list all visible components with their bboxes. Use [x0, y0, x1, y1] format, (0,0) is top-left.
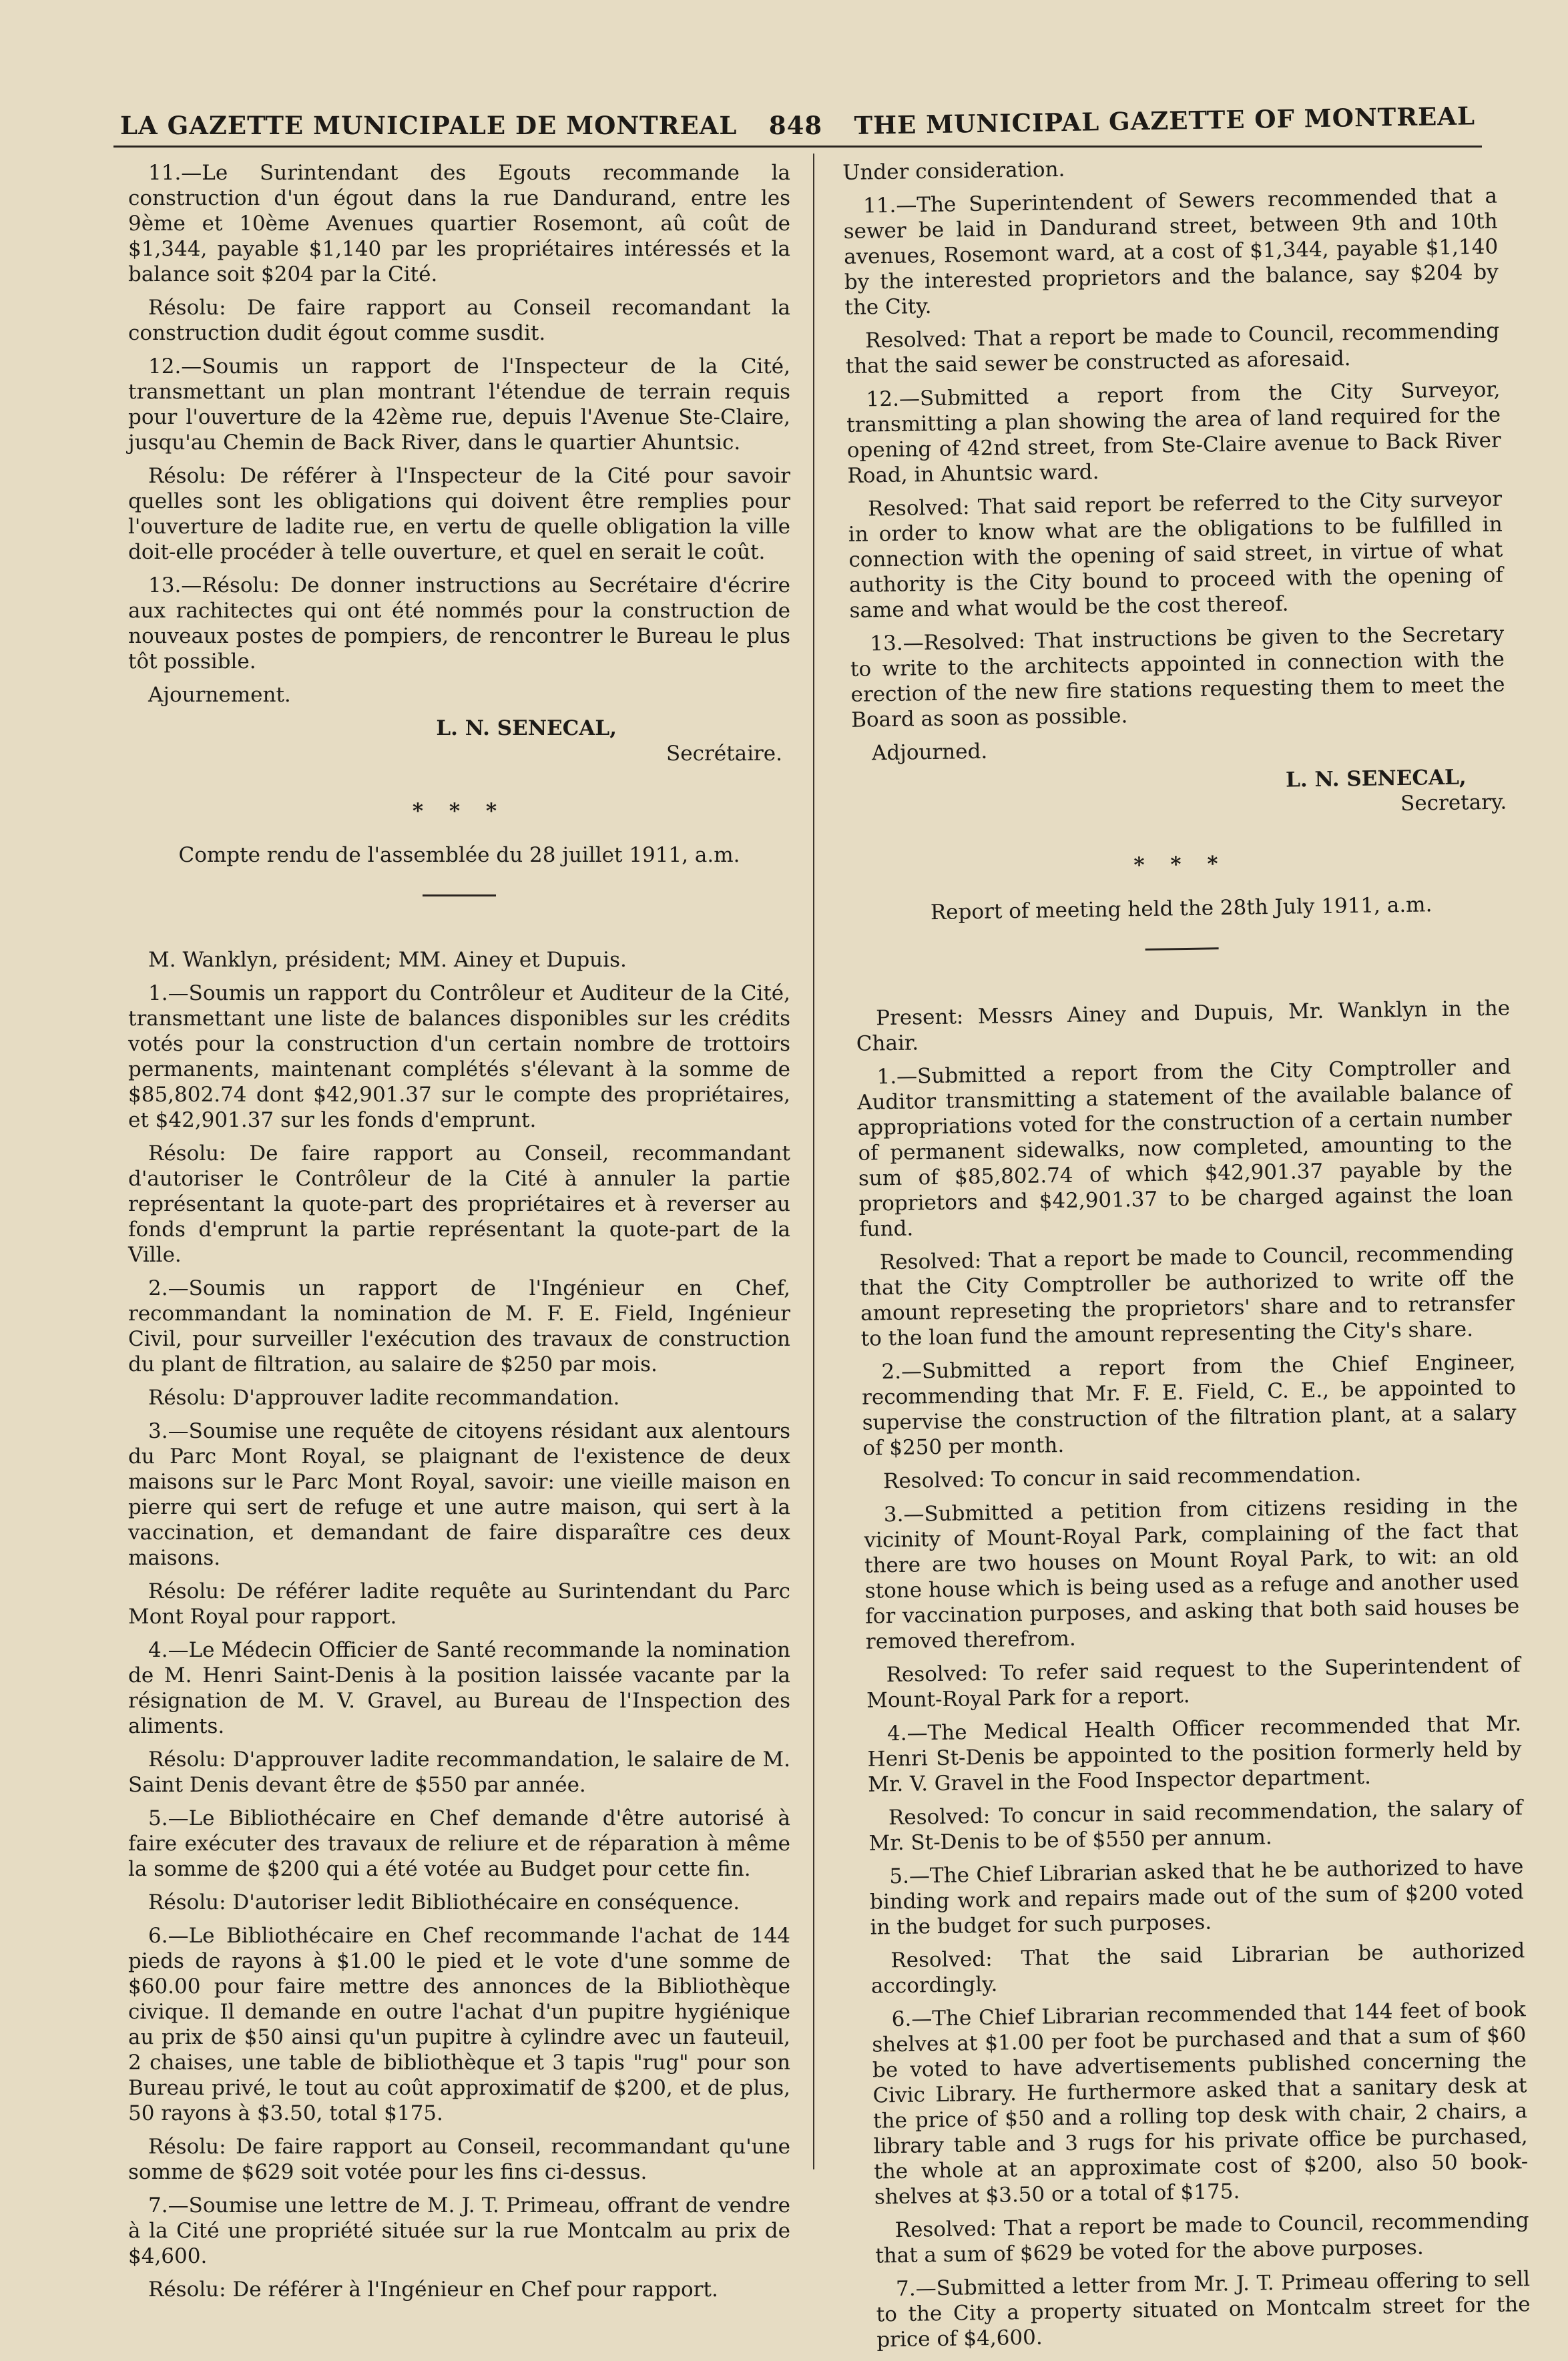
item-12-en: 12.—Submitted a report from the City Surveyor, transmitting a plan showing the area of land required for the opening of 42nd street, from Ste-Claire avenue to Back River Road, in Ahuntsic ward. [846, 377, 1501, 488]
under-consideration-en: Under consideration. [842, 157, 1065, 185]
french-column [128, 160, 790, 2310]
signature-en: L. N. SENECAL, [1285, 765, 1467, 792]
signature-title-en: Secretary. [1400, 790, 1507, 816]
resolution-2-en: Resolved: To concur in said recommendation. [882, 1462, 1362, 1494]
resolution-6-en: Resolved: That a report be made to Council, recommending that a sum of $629 be voted for the above purposes. [875, 2208, 1529, 2268]
resolution-12-en: Resolved: That said report be referred to the City surveyor in order to know what are the obligations to be fulfilled in connection with the opening of said street, in virtue of what authority is the City bound to proceed with the opening of same and what would be the cost thereof. [848, 487, 1504, 623]
meeting-title-en: Report of meeting held the 28th July 1911, a.m. [930, 892, 1432, 925]
section-separator-en: * * * [1133, 852, 1228, 878]
adjournment-en: Adjourned. [871, 739, 988, 766]
item-7-fr: 7.—Soumise une lettre de M. J. T. Primeau, offrant de vendre à la Cité une propriété située sur la rue Montcalm au prix de $4,600. [128, 2193, 790, 2268]
header-title-french: LA GAZETTE MUNICIPALE DE MONTREAL [120, 111, 738, 140]
item-6-en: 6.—The Chief Librarian recommended that 144 feet of book shelves at $1.00 per foot be purchased and that a sum of $60 be voted to have advertisements published concerning the Civic Library. He furthermore asked that a sanitary desk at the price of $50 and a rolling top desk with chair, 2 chairs, a library table and 3 rugs for his private office be purchased, the whole at an approximate cost of $200, also 50 book-shelves at $3.50 or a total of $175. [872, 1997, 1529, 2209]
signature-fr: L. N. SENECAL, [436, 716, 617, 740]
resolution-11-fr: Résolu: De faire rapport au Conseil recomandant la construction dudit égout comme susdit. [128, 296, 790, 345]
resolution-4-en: Resolved: To concur in said recommendation, the salary of Mr. St-Denis to be of $550 per annum. [868, 1796, 1523, 1856]
item-5-en: 5.—The Chief Librarian asked that he be authorized to have binding work and repairs made out of the sum of $200 voted in the budget for such purposes. [869, 1854, 1525, 1940]
page-header [120, 93, 1475, 140]
item-1-en: 1.—Submitted a report from the City Comptroller and Auditor transmitting a statement of the available balance of appropriations voted for the construction of a certain number of permanent sidewalks, now completed, amounting to the sum of $85,802.74 of which $42,901.37 payable by the proprietors and $42,901.37 to be charged against the loan fund. [856, 1055, 1513, 1242]
item-11-en: 11.—The Superintendent of Sewers recommended that a sewer be laid in Dandurand street, between 9th and 10th avenues, Rosemont ward, at a cost of $1,344, payable $1,140 by the interested proprietors and the balance, say $204 by the City. [843, 184, 1499, 320]
signature-title-fr: Secrétaire. [666, 742, 782, 766]
english-column [842, 150, 1531, 2361]
resolution-3-en: Resolved: To refer said request to the Superintendent of Mount-Royal Park for a report. [866, 1653, 1521, 1713]
page-number: 848 [768, 111, 823, 140]
header-title-english: THE MUNICIPAL GAZETTE OF MONTREAL [853, 101, 1475, 140]
item-6-fr: 6.—Le Bibliothécaire en Chef recommande l'achat de 144 pieds de rayons à $1.00 le pied et le vote d'une somme de $60.00 pour faire mettre des annonces de la Bibliothèque civique. Il demande en outre l'achat d'un pupitre hygiénique au prix de $50 ainsi qu'un pupitre à cylindre avec un fauteuil, 2 chaises, une table de bibliothèque et 3 tapis "rug" pour son Bureau privé, le tout au coût approximatif de $200, et de plus, 50 rayons à $3.50, total $175. [128, 1924, 790, 2125]
section-separator-fr: * * * [412, 799, 507, 823]
item-13-en: 13.—Resolved: That instructions be given to the Secretary to write to the architects appointed in connection with the erection of the new fire stations requesting them to meet the Board as soon as possible. [850, 621, 1505, 732]
item-3-fr: 3.—Soumise une requête de citoyens résidant aux alentours du Parc Mont Royal, se plaignant de l'existence de deux maisons sur le Parc Mont Royal, savoir: une vieille maison en pierre qui sert de refuge et une autre maison, qui sert à la vaccination, et demandant de faire disparaître ces deux maisons. [128, 1419, 790, 1570]
adjournment-fr: Ajournement. [148, 683, 291, 707]
item-12-fr: 12.—Soumis un rapport de l'Inspecteur de la Cité, transmettant un plan montrant l'étendue de terrain requis pour l'ouverture de la 42ème rue, depuis l'Avenue Ste-Claire, jusqu'au Chemin de Back River, dans le quartier Ahuntsic. [128, 354, 790, 455]
resolution-5-en: Resolved: That the said Librarian be authorized accordingly. [870, 1938, 1525, 1999]
attendance-en: Present: Messrs Ainey and Dupuis, Mr. Wanklyn in the Chair. [856, 996, 1511, 1056]
resolution-3-fr: Résolu: De référer ladite requête au Surintendant du Parc Mont Royal pour rapport. [128, 1579, 790, 1629]
title-rule-en [1145, 947, 1219, 951]
item-2-en: 2.—Submitted a report from the Chief Engineer, recommending that Mr. F. E. Field, C. E., be appointed to supervise the construction of the filtration plant, at a salary of $250 per month. [861, 1350, 1517, 1461]
item-3-en: 3.—Submitted a petition from citizens residing in the vicinity of Mount-Royal Park, complaining of the fact that there are two houses on Mount Royal Park, to wit: an old stone house which is being used as a refuge and another used for vaccination purposes, and asking that both said houses be removed therefrom. [864, 1493, 1520, 1654]
item-5-fr: 5.—Le Bibliothécaire en Chef demande d'être autorisé à faire exécuter des travaux de reliure et de réparation à même la somme de $200 qui a été votée au Budget pour cette fin. [128, 1806, 790, 1881]
resolution-7-fr: Résolu: De référer à l'Ingénieur en Chef pour rapport. [148, 2278, 718, 2302]
item-4-fr: 4.—Le Médecin Officier de Santé recommande la nomination de M. Henri Saint-Denis à la position laissée vacante par la résignation de M. V. Gravel, au Bureau de l'Inspection des aliments. [128, 1638, 790, 1738]
resolution-6-fr: Résolu: De faire rapport au Conseil, recommandant qu'une somme de $629 soit votée pour les fins ci-dessus. [128, 2135, 790, 2184]
attendance-fr: M. Wanklyn, président; MM. Ainey et Dupuis. [148, 948, 627, 972]
item-11-fr: 11.—Le Surintendant des Egouts recommande la construction d'un égout dans la rue Dandurand, entre les 9ème et 10ème Avenues quartier Rosemont, aû coût de $1,344, payable $1,140 par les propriétaires intéressés et la balance soit $204 par la Cité. [128, 161, 790, 286]
resolution-1-fr: Résolu: De faire rapport au Conseil, recommandant d'autoriser le Contrôleur de la Cité à annuler la partie représentant la quote-part des propriétaires et à reverser au fonds d'emprunt la partie représentant la quote-part de la Ville. [128, 1141, 790, 1267]
column-divider [813, 154, 814, 2169]
resolution-2-fr: Résolu: D'approuver ladite recommandation. [148, 1386, 620, 1410]
title-rule-fr [423, 894, 496, 896]
resolution-4-fr: Résolu: D'approuver ladite recommandation, le salaire de M. Saint Denis devant être de $550 par année. [128, 1748, 790, 1797]
item-13-fr: 13.—Résolu: De donner instructions au Secrétaire d'écrire aux rachitectes qui ont été nommés pour la construction de nouveaux postes de pompiers, de rencontrer le Bureau le plus tôt possible. [128, 573, 790, 674]
item-7-en: 7.—Submitted a letter from Mr. J. T. Primeau offering to sell to the City a property situated on Montcalm street for the price of $4,600. [876, 2267, 1531, 2352]
resolution-5-fr: Résolu: D'autoriser ledit Bibliothécaire en conséquence. [148, 1890, 740, 1914]
item-2-fr: 2.—Soumis un rapport de l'Ingénieur en Chef, recommandant la nomination de M. F. E. Field, Ingénieur Civil, pour surveiller l'exécution des travaux de construction du plant de filtration, au salaire de $250 par mois. [128, 1276, 790, 1376]
item-1-fr: 1.—Soumis un rapport du Contrôleur et Auditeur de la Cité, transmettant une liste de balances disponibles sur les crédits votés pour la construction d'un certain nombre de trottoirs permanents, maintenant complétés s'élevant à la somme de $85,802.74 dont $42,901.37 sur le compte des propriétaires, et $42,901.37 sur les fonds d'emprunt. [128, 981, 790, 1132]
resolution-12-fr: Résolu: De référer à l'Inspecteur de la Cité pour savoir quelles sont les obligations qui doivent être remplies pour l'ouverture de ladite rue, en vertu de quelle obligation la ville doit-elle procéder à telle ouverture, et quel en serait le coût. [128, 464, 790, 564]
meeting-title-fr: Compte rendu de l'assemblée du 28 juillet 1911, a.m. [178, 843, 740, 867]
resolution-1-en: Resolved: That a report be made to Council, recommending that the City Comptroller be authorized to write off the amount represeting the proprietors' share and to retransfer to the loan fund the amount representing the City's share. [860, 1240, 1515, 1351]
item-4-en: 4.—The Medical Health Officer recommended that Mr. Henri St-Denis be appointed to the position formerly held by Mr. V. Gravel in the Food Inspector department. [867, 1712, 1522, 1797]
header-rule [113, 146, 1482, 148]
resolution-11-en: Resolved: That a report be made to Council, recommending that the said sewer be constructed as aforesaid. [845, 318, 1500, 378]
